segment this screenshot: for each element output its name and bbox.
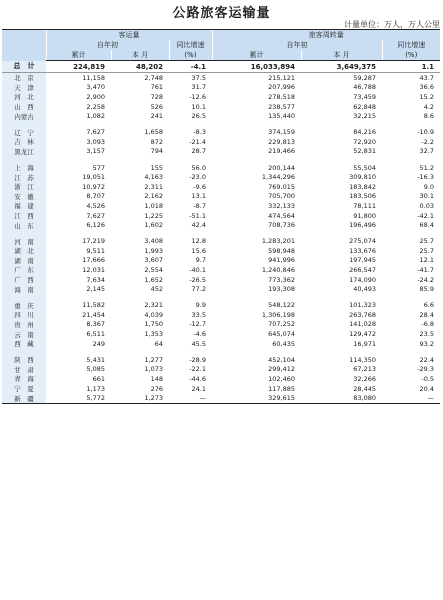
turnover-month-cell: 73,459 <box>353 92 377 101</box>
region-header <box>2 30 46 61</box>
volume-cumulative-cell: 6,511 <box>86 330 105 339</box>
volume-cumulative-cell: 19,051 <box>82 173 105 182</box>
turnover-cumulative-cell: 1,344,296 <box>261 173 296 182</box>
table-row <box>2 220 440 230</box>
volume-cumulative-cell: 7,627 <box>86 211 105 220</box>
volume-month-cell: 241 <box>150 112 163 121</box>
turnover-month-cell: 32,266 <box>353 374 377 383</box>
turnover-yoy-cell: 22.4 <box>419 355 435 364</box>
table-row <box>2 256 440 266</box>
volume-month-cell: 1,602 <box>144 221 163 230</box>
volume-yoy-cell: -8.3 <box>193 128 207 137</box>
turnover-month-cell: 3,649,375 <box>301 61 382 73</box>
volume-month-cell: 276 <box>150 384 163 393</box>
volume-since-year-start-header: 自年初 <box>46 40 169 50</box>
turnover-cumulative-cell: 238,577 <box>268 102 296 111</box>
region-name-cell: 江 苏 <box>2 172 46 182</box>
table-row <box>2 163 440 173</box>
turnover-month-cell: 275,074 <box>349 237 377 246</box>
volume-yoy-cell: 12.8 <box>191 237 207 246</box>
region-name-cell: 江 西 <box>2 211 46 221</box>
region-name-cell: 四 川 <box>2 310 46 320</box>
turnover-yoy-cell: 68.4 <box>419 221 435 230</box>
turnover-yoy-cell: -29.3 <box>417 365 435 374</box>
volume-month-cell: 2,554 <box>144 265 163 274</box>
turnover-cumulative-cell: 207,996 <box>268 83 296 92</box>
table-row <box>2 192 440 202</box>
volume-yoy-cell: -28.9 <box>189 355 207 364</box>
region-name-cell: 海 南 <box>2 284 46 294</box>
volume-month-cell: 2,311 <box>144 182 163 191</box>
volume-month-cell: 155 <box>150 163 163 172</box>
volume-yoy-cell: -44.6 <box>189 374 207 383</box>
turnover-yoy-cell: 6.6 <box>423 301 435 310</box>
table-row <box>2 310 440 320</box>
volume-yoy-cell: 24.1 <box>191 384 207 393</box>
turnover-yoy-cell: 8.6 <box>423 112 435 121</box>
volume-cumulative-cell: 3,470 <box>86 83 105 92</box>
region-name-cell: 河 北 <box>2 92 46 102</box>
turnover-month-cell: 183,842 <box>349 182 377 191</box>
table-row <box>2 275 440 285</box>
volume-yoy-cell: -8.7 <box>193 201 207 210</box>
volume-month-cell: 1,277 <box>144 355 163 364</box>
turnover-yoy-cell: -0.5 <box>421 374 435 383</box>
volume-yoy-cell: 31.7 <box>191 83 207 92</box>
turnover-month-cell: 28,445 <box>353 384 377 393</box>
volume-month-cell: 452 <box>150 285 163 294</box>
region-name-cell: 黑龙江 <box>2 147 46 157</box>
volume-month-cell: 1,073 <box>144 365 163 374</box>
volume-month-cell: 1,750 <box>144 320 163 329</box>
turnover-yoy-cell: 0.03 <box>419 201 435 210</box>
turnover-month-cell: 59,287 <box>353 73 377 82</box>
volume-cumulative-header: 累计 <box>46 50 111 61</box>
passenger-volume-header: 客运量 <box>46 30 212 41</box>
turnover-cumulative-cell: 16,033,894 <box>212 61 301 73</box>
volume-yoy-cell: 28.7 <box>191 147 207 156</box>
turnover-yoy-cell: 32.7 <box>419 147 435 156</box>
region-name-cell: 山 东 <box>2 220 46 230</box>
turnover-yoy-cell: -16.3 <box>417 173 435 182</box>
turnover-since-year-start-header: 自年初 <box>212 40 382 50</box>
volume-cumulative-cell: 21,454 <box>82 310 105 319</box>
passenger-turnover-header: 旅客周转量 <box>212 30 440 41</box>
table-row <box>2 329 440 339</box>
volume-month-cell: 2,748 <box>144 73 163 82</box>
turnover-yoy-cell: 12.1 <box>419 256 435 265</box>
turnover-month-cell: 197,945 <box>349 256 377 265</box>
turnover-cumulative-cell: 707,252 <box>268 320 296 329</box>
turnover-month-cell: 32,215 <box>353 112 377 121</box>
turnover-month-cell: 174,090 <box>349 275 377 284</box>
turnover-month-cell: 55,504 <box>353 163 377 172</box>
turnover-cumulative-cell: 299,412 <box>268 365 296 374</box>
volume-month-cell: 4,039 <box>144 310 163 319</box>
volume-yoy-cell: -51.1 <box>189 211 207 220</box>
volume-month-cell: 64 <box>154 339 163 348</box>
table-row <box>2 92 440 102</box>
table-header <box>2 30 440 61</box>
turnover-yoy-cell: 28.4 <box>419 310 435 319</box>
volume-yoy-cell: -9.6 <box>193 182 207 191</box>
volume-cumulative-cell: 12,031 <box>82 265 105 274</box>
turnover-yoy-cell: 1.1 <box>382 61 440 73</box>
volume-yoy-cell: -26.5 <box>189 275 207 284</box>
volume-cumulative-cell: 7,634 <box>86 275 105 284</box>
table-row <box>2 147 440 157</box>
volume-cumulative-cell: 11,158 <box>82 73 105 82</box>
volume-yoy-cell: 9.7 <box>195 256 207 265</box>
region-name-cell: 广 东 <box>2 265 46 275</box>
turnover-cumulative-cell: 60,435 <box>272 339 296 348</box>
table-row <box>2 182 440 192</box>
turnover-month-cell: 84,216 <box>353 128 377 137</box>
turnover-cumulative-cell: 941,996 <box>268 256 296 265</box>
volume-month-cell: 2,162 <box>144 192 163 201</box>
table-row <box>2 73 440 83</box>
volume-yoy-cell: 33.5 <box>191 310 207 319</box>
volume-yoy-cell: 13.1 <box>191 192 207 201</box>
volume-month-cell: 1,353 <box>144 330 163 339</box>
turnover-yoy-cell: -10.9 <box>417 128 435 137</box>
volume-month-cell: 148 <box>150 374 163 383</box>
turnover-yoy-cell: 25.7 <box>419 246 435 255</box>
region-name-cell: 湖 南 <box>2 256 46 266</box>
table-row <box>2 284 440 294</box>
region-name-cell: 总 计 <box>2 61 46 73</box>
volume-month-cell: 1,225 <box>144 211 163 220</box>
volume-yoy-cell: 10.1 <box>191 102 207 111</box>
turnover-yoy-cell: — <box>382 393 440 403</box>
volume-cumulative-cell: 5,431 <box>86 355 105 364</box>
region-name-cell: 重 庆 <box>2 300 46 310</box>
volume-yoy-cell: -12.7 <box>189 320 207 329</box>
region-name-cell: 北 京 <box>2 73 46 83</box>
volume-cumulative-cell: 17,219 <box>82 237 105 246</box>
volume-month-cell: 4,163 <box>144 173 163 182</box>
region-name-cell: 湖 北 <box>2 246 46 256</box>
table-row <box>2 236 440 246</box>
turnover-cumulative-cell: 548,122 <box>268 301 296 310</box>
table-row <box>2 339 440 349</box>
turnover-yoy-cell: 4.2 <box>423 102 435 111</box>
volume-month-cell: 1,652 <box>144 275 163 284</box>
region-name-cell: 贵 州 <box>2 320 46 330</box>
turnover-yoy-cell: 30.1 <box>419 192 435 201</box>
volume-cumulative-cell: 2,145 <box>86 285 105 294</box>
volume-cumulative-cell: 4,526 <box>86 201 105 210</box>
volume-cumulative-cell: 6,126 <box>86 221 105 230</box>
turnover-cumulative-cell: 332,133 <box>268 201 296 210</box>
turnover-cumulative-cell: 200,144 <box>268 163 296 172</box>
turnover-cumulative-cell: 374,159 <box>268 128 296 137</box>
turnover-yoy-cell: -41.7 <box>417 265 435 274</box>
volume-cumulative-cell: 3,157 <box>86 147 105 156</box>
turnover-cumulative-cell: 193,308 <box>268 285 296 294</box>
turnover-yoy-header: 同比增速 <box>382 40 440 50</box>
volume-month-cell: 761 <box>150 83 163 92</box>
page-title: 公路旅客运输量 <box>172 6 271 21</box>
table-row <box>2 211 440 221</box>
unit-label: 计量单位：万人，万人公里 <box>344 20 440 29</box>
volume-cumulative-cell: 7,627 <box>86 128 105 137</box>
turnover-month-cell: 46,788 <box>353 83 377 92</box>
volume-month-cell: 1,658 <box>144 128 163 137</box>
region-name-cell: 内蒙古 <box>2 111 46 121</box>
turnover-yoy-cell: -24.2 <box>417 275 435 284</box>
volume-cumulative-cell: 5,085 <box>86 365 105 374</box>
turnover-cumulative-cell: 329,615 <box>212 393 301 403</box>
turnover-month-cell: 72,920 <box>353 137 377 146</box>
turnover-month-cell: 78,111 <box>353 201 377 210</box>
volume-month-cell: 1,993 <box>144 246 163 255</box>
region-name-cell: 天 津 <box>2 83 46 93</box>
table-row <box>2 384 440 394</box>
turnover-yoy-cell: 43.7 <box>419 73 435 82</box>
volume-cumulative-cell: 661 <box>92 374 105 383</box>
turnover-cumulative-cell: 1,283,201 <box>261 237 296 246</box>
volume-yoy-cell: -4.1 <box>169 61 212 73</box>
volume-month-cell: 3,408 <box>144 237 163 246</box>
region-name-cell: 陕 西 <box>2 355 46 365</box>
turnover-month-cell: 114,350 <box>349 355 377 364</box>
turnover-cumulative-cell: 1,306,198 <box>261 310 296 319</box>
volume-yoy-cell: 37.5 <box>191 73 207 82</box>
volume-cumulative-cell: 249 <box>92 339 105 348</box>
turnover-cumulative-cell: 708,736 <box>268 221 296 230</box>
region-name-cell: 辽 宁 <box>2 127 46 137</box>
volume-cumulative-cell: 1,082 <box>86 112 105 121</box>
turnover-cumulative-cell: 705,700 <box>268 192 296 201</box>
volume-percent-header: (%) <box>169 50 212 61</box>
turnover-yoy-cell: -6.8 <box>421 320 435 329</box>
table-row <box>2 102 440 112</box>
turnover-cumulative-cell: 769,015 <box>268 182 296 191</box>
statistics-table <box>2 29 440 404</box>
table-row <box>2 246 440 256</box>
volume-month-cell: 728 <box>150 92 163 101</box>
volume-cumulative-cell: 5,772 <box>46 393 111 403</box>
volume-cumulative-cell: 1,173 <box>86 384 105 393</box>
turnover-month-cell: 129,472 <box>349 330 377 339</box>
turnover-cumulative-cell: 215,121 <box>268 73 296 82</box>
turnover-month-cell: 133,676 <box>349 246 377 255</box>
turnover-month-cell: 83,080 <box>301 393 382 403</box>
volume-yoy-cell: 26.5 <box>191 112 207 121</box>
volume-cumulative-cell: 8,367 <box>86 320 105 329</box>
turnover-month-cell: 52,831 <box>353 147 377 156</box>
table-row <box>2 365 440 375</box>
turnover-cumulative-cell: 278,518 <box>268 92 296 101</box>
volume-cumulative-cell: 2,258 <box>86 102 105 111</box>
volume-yoy-cell: 42.4 <box>191 221 207 230</box>
volume-cumulative-cell: 3,093 <box>86 137 105 146</box>
region-name-cell: 吉 林 <box>2 137 46 147</box>
volume-month-header: 本 月 <box>111 50 169 61</box>
turnover-cumulative-cell: 135,440 <box>268 112 296 121</box>
table-row <box>2 374 440 384</box>
region-name-cell: 河 南 <box>2 236 46 246</box>
turnover-month-cell: 91,800 <box>353 211 377 220</box>
turnover-cumulative-cell: 773,362 <box>268 275 296 284</box>
volume-month-cell: 526 <box>150 102 163 111</box>
turnover-cumulative-cell: 1,240,846 <box>261 265 296 274</box>
volume-cumulative-cell: 11,582 <box>82 301 105 310</box>
table-row <box>2 127 440 137</box>
region-name-cell: 上 海 <box>2 163 46 173</box>
turnover-yoy-cell: 36.6 <box>419 83 435 92</box>
region-name-cell: 青 海 <box>2 374 46 384</box>
turnover-month-cell: 62,848 <box>353 102 377 111</box>
region-name-cell: 广 西 <box>2 275 46 285</box>
region-name-cell: 新 疆 <box>2 393 46 403</box>
turnover-month-cell: 263,768 <box>349 310 377 319</box>
volume-yoy-cell: -22.1 <box>189 365 207 374</box>
turnover-cumulative-header: 累计 <box>212 50 301 61</box>
turnover-percent-header: (%) <box>382 50 440 61</box>
turnover-cumulative-cell: 117,885 <box>268 384 296 393</box>
region-name-cell: 甘 肃 <box>2 365 46 375</box>
volume-cumulative-cell: 2,900 <box>86 92 105 101</box>
turnover-month-cell: 309,810 <box>349 173 377 182</box>
turnover-month-cell: 183,506 <box>349 192 377 201</box>
turnover-month-cell: 196,496 <box>349 221 377 230</box>
volume-yoy-cell: 15.6 <box>191 246 207 255</box>
turnover-month-cell: 16,971 <box>353 339 377 348</box>
turnover-yoy-cell: -42.1 <box>417 211 435 220</box>
total-row <box>2 61 440 73</box>
table-row <box>2 265 440 275</box>
table-body <box>2 61 440 404</box>
turnover-yoy-cell: 51.2 <box>419 163 435 172</box>
volume-yoy-cell: 45.5 <box>191 339 207 348</box>
turnover-yoy-cell: 85.9 <box>419 285 435 294</box>
region-name-cell: 安 徽 <box>2 192 46 202</box>
turnover-cumulative-cell: 474,564 <box>268 211 296 220</box>
region-name-cell: 宁 夏 <box>2 384 46 394</box>
volume-month-cell: 872 <box>150 137 163 146</box>
table-row <box>2 320 440 330</box>
volume-yoy-cell: 56.0 <box>191 163 207 172</box>
volume-cumulative-cell: 224,819 <box>46 61 111 73</box>
table-row <box>2 137 440 147</box>
table-row <box>2 300 440 310</box>
region-name-cell: 山 西 <box>2 102 46 112</box>
table-row <box>2 393 440 403</box>
region-name-cell: 福 建 <box>2 201 46 211</box>
region-name-cell: 西 藏 <box>2 339 46 349</box>
volume-yoy-cell: 9.9 <box>195 301 207 310</box>
turnover-cumulative-cell: 219,466 <box>268 147 296 156</box>
turnover-yoy-cell: 93.2 <box>419 339 435 348</box>
volume-yoy-cell: -40.1 <box>189 265 207 274</box>
turnover-month-header: 本 月 <box>301 50 382 61</box>
volume-yoy-cell: -23.0 <box>189 173 207 182</box>
volume-cumulative-cell: 17,666 <box>82 256 105 265</box>
turnover-cumulative-cell: 452,104 <box>268 355 296 364</box>
table-row <box>2 355 440 365</box>
volume-yoy-cell: 77.2 <box>191 285 207 294</box>
volume-yoy-cell: -4.6 <box>193 330 207 339</box>
turnover-month-cell: 40,493 <box>353 285 377 294</box>
volume-yoy-header: 同比增速 <box>169 40 212 50</box>
table-row <box>2 83 440 93</box>
turnover-cumulative-cell: 102,460 <box>268 374 296 383</box>
turnover-month-cell: 67,213 <box>353 365 377 374</box>
region-name-cell: 云 南 <box>2 329 46 339</box>
turnover-yoy-cell: 25.7 <box>419 237 435 246</box>
table-row <box>2 111 440 121</box>
turnover-yoy-cell: 15.2 <box>419 92 435 101</box>
turnover-cumulative-cell: 229,813 <box>268 137 296 146</box>
volume-month-cell: 1,273 <box>111 393 169 403</box>
volume-yoy-cell: -12.6 <box>189 92 207 101</box>
turnover-month-cell: 141,028 <box>349 320 377 329</box>
table-row <box>2 172 440 182</box>
volume-cumulative-cell: 10,972 <box>82 182 105 191</box>
turnover-cumulative-cell: 645,074 <box>268 330 296 339</box>
turnover-yoy-cell: 20.4 <box>419 384 435 393</box>
turnover-yoy-cell: -2.2 <box>421 137 435 146</box>
turnover-month-cell: 101,323 <box>349 301 377 310</box>
table-row <box>2 201 440 211</box>
turnover-yoy-cell: 9.0 <box>423 182 435 191</box>
volume-cumulative-cell: 9,511 <box>86 246 105 255</box>
region-name-cell: 浙 江 <box>2 182 46 192</box>
turnover-month-cell: 266,547 <box>349 265 377 274</box>
turnover-cumulative-cell: 598,948 <box>268 246 296 255</box>
volume-yoy-cell: -21.4 <box>189 137 207 146</box>
volume-month-cell: 1,018 <box>144 201 163 210</box>
volume-yoy-cell: — <box>169 393 212 403</box>
volume-cumulative-cell: 577 <box>92 163 105 172</box>
volume-cumulative-cell: 8,707 <box>86 192 105 201</box>
volume-month-cell: 48,202 <box>111 61 169 73</box>
volume-month-cell: 3,607 <box>144 256 163 265</box>
volume-month-cell: 2,321 <box>144 301 163 310</box>
volume-month-cell: 794 <box>150 147 163 156</box>
turnover-yoy-cell: 23.5 <box>419 330 435 339</box>
